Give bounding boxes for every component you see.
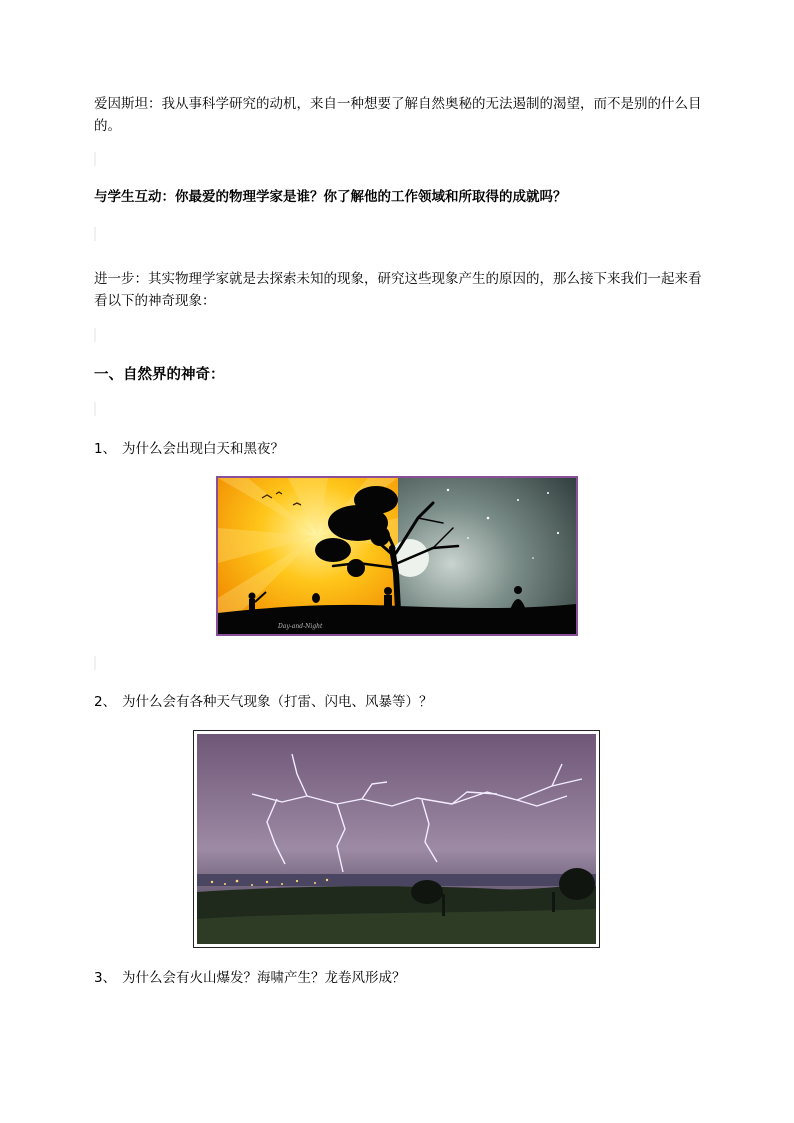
einstein-quote: 爱因斯坦：我从事科学研究的动机，来自一种想要了解自然奥秘的无法遏制的渴望，而不是别的什么目的。 <box>94 96 702 134</box>
question-item <box>94 439 284 459</box>
interaction-prompt: 与学生互动：你最爱的物理学家是谁？你了解他的工作领域和所取得的成就吗？ <box>94 189 567 205</box>
question-number: 1、 <box>94 441 117 457</box>
paragraph-mark <box>94 402 96 416</box>
paragraph-mark <box>94 328 96 342</box>
question-text: 为什么会出现白天和黑夜？ <box>122 441 284 457</box>
further-paragraph: 进一步：其实物理学家就是去探索未知的现象，研究这些现象产生的原因的，那么接下来我们一起来看看以下的神奇现象： <box>94 271 702 309</box>
lightning-image <box>193 730 600 948</box>
question-number: 3、 <box>94 970 117 986</box>
question-item <box>94 968 406 988</box>
paragraph-mark <box>94 656 96 670</box>
image-signature: Day-and-Night <box>278 623 323 630</box>
paragraph-mark <box>94 152 96 166</box>
question-text: 为什么会有火山爆发？海啸产生？龙卷风形成？ <box>122 970 406 986</box>
paragraph-mark <box>94 227 96 241</box>
day-night-image <box>216 476 578 636</box>
question-number: 2、 <box>94 694 117 710</box>
question-text: 为什么会有各种天气现象（打雷、闪电、风暴等）？ <box>122 694 433 710</box>
question-item <box>94 692 433 712</box>
section-heading: 一、自然界的神奇： <box>94 367 225 383</box>
